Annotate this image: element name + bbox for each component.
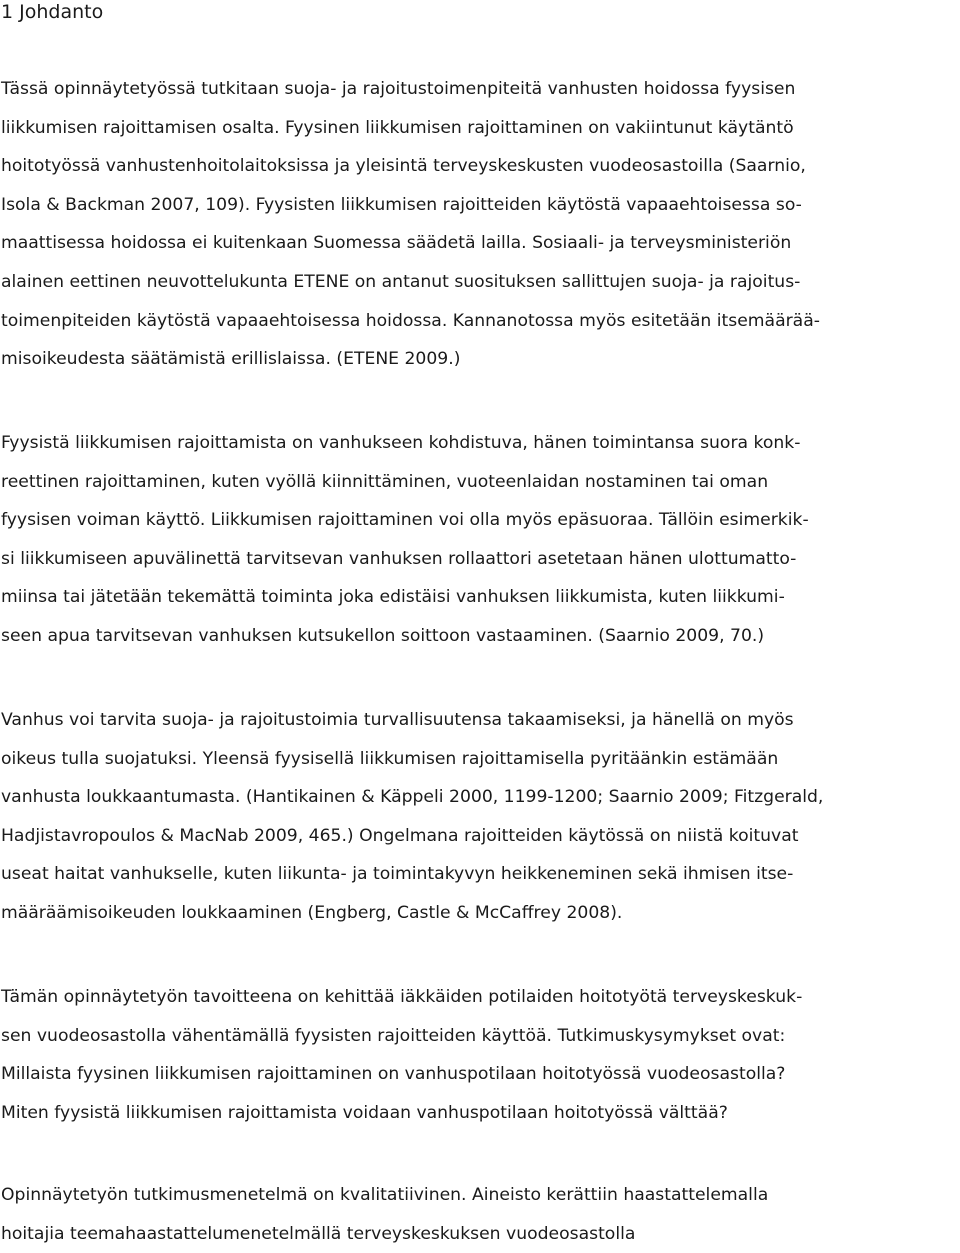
paragraph-5 — [1, 1176, 768, 1253]
text-line: si liikkumiseen apuvälinettä tarvitsevan vanhuksen rollaattori asetetaan hänen ulottumatto- — [1, 548, 797, 569]
text-line: fyysisen voiman käyttö. Liikkumisen rajoittaminen voi olla myös epäsuoraa. Tällöin esimerkik- — [1, 510, 809, 531]
text-line: Tämän opinnäytetyön tavoitteena on kehittää iäkkäiden potilaiden hoitotyötä terveyskeskuk- — [1, 987, 803, 1007]
text-line: miinsa tai jätetään tekemättä toiminta joka edistäisi vanhuksen liikkumista, kuten liikkumi- — [1, 587, 785, 608]
text-line: Fyysistä liikkumisen rajoittamista on vanhukseen kohdistuva, hänen toimintansa suora konk- — [1, 433, 801, 453]
text-line: hoitotyössä vanhustenhoitolaitoksissa ja yleisintä terveyskeskusten vuodeosastoilla (Saarnio, — [1, 156, 806, 177]
text-line: Tässä opinnäytetyössä tutkitaan suoja- ja rajoitustoimenpiteitä vanhusten hoidossa fyysisen — [1, 79, 796, 99]
paragraph-2 — [1, 424, 809, 656]
text-line: sen vuodeosastolla vähentämällä fyysisten rajoitteiden käyttöä. Tutkimuskysymykset ovat: — [1, 1025, 786, 1046]
text-line: seen apua tarvitsevan vanhuksen kutsukellon soittoon vastaaminen. (Saarnio 2009, 70.) — [1, 625, 765, 646]
text-line: Isola & Backman 2007, 109). Fyysisten liikkumisen rajoitteiden käytöstä vapaaehtoisessa so- — [1, 194, 802, 215]
text-line: reettinen rajoittaminen, kuten vyöllä kiinnittäminen, vuoteenlaidan nostaminen tai oman — [1, 471, 769, 492]
text-line: maattisessa hoidossa ei kuitenkaan Suomessa säädetä lailla. Sosiaali- ja terveysministeriön — [1, 233, 792, 254]
text-line: Millaista fyysinen liikkumisen rajoittaminen on vanhuspotilaan hoitotyössä vuodeosastolla? — [1, 1064, 786, 1085]
paragraph-1 — [1, 70, 820, 379]
text-line: useat haitat vanhukselle, kuten liikunta- ja toimintakyvyn heikkeneminen sekä ihmisen itse- — [1, 864, 794, 885]
paragraph-4 — [1, 978, 802, 1132]
text-line: Vanhus voi tarvita suoja- ja rajoitustoimia turvallisuutensa takaamiseksi, ja hänellä on myös — [1, 710, 794, 730]
text-line: määräämisoikeuden loukkaaminen (Engberg, Castle & McCaffrey 2008). — [1, 902, 623, 923]
text-line: hoitajia teemahaastattelumenetelmällä terveyskeskuksen vuodeosastolla — [1, 1223, 636, 1244]
text-line: Hadjistavropoulos & MacNab 2009, 465.) Ongelmana rajoitteiden käytössä on niistä koituvat — [1, 825, 799, 846]
section-heading: 1 Johdanto — [1, 1, 104, 23]
text-line: liikkumisen rajoittamisen osalta. Fyysinen liikkumisen rajoittaminen on vakiintunut käytäntö — [1, 117, 794, 138]
text-line: vanhusta loukkaantumasta. (Hantikainen & Käppeli 2000, 1199-1200; Saarnio 2009; Fitzgerald, — [1, 787, 824, 808]
text-line: Miten fyysistä liikkumisen rajoittamista voidaan vanhuspotilaan hoitotyössä välttää? — [1, 1102, 728, 1123]
paragraph-3 — [1, 701, 823, 933]
text-line: oikeus tulla suojatuksi. Yleensä fyysisellä liikkumisen rajoittamisella pyritäänkin estämään — [1, 748, 779, 769]
text-line: misoikeudesta säätämistä erillislaissa. (ETENE 2009.) — [1, 349, 461, 370]
text-line: alainen eettinen neuvottelukunta ETENE on antanut suosituksen sallittujen suoja- ja rajoitus- — [1, 271, 801, 292]
text-line: Opinnäytetyön tutkimusmenetelmä on kvalitatiivinen. Aineisto kerättiin haastattelemalla — [1, 1185, 769, 1205]
text-line: toimenpiteiden käytöstä vapaaehtoisessa hoidossa. Kannanotossa myös esitetään itsemäärää- — [1, 310, 820, 331]
